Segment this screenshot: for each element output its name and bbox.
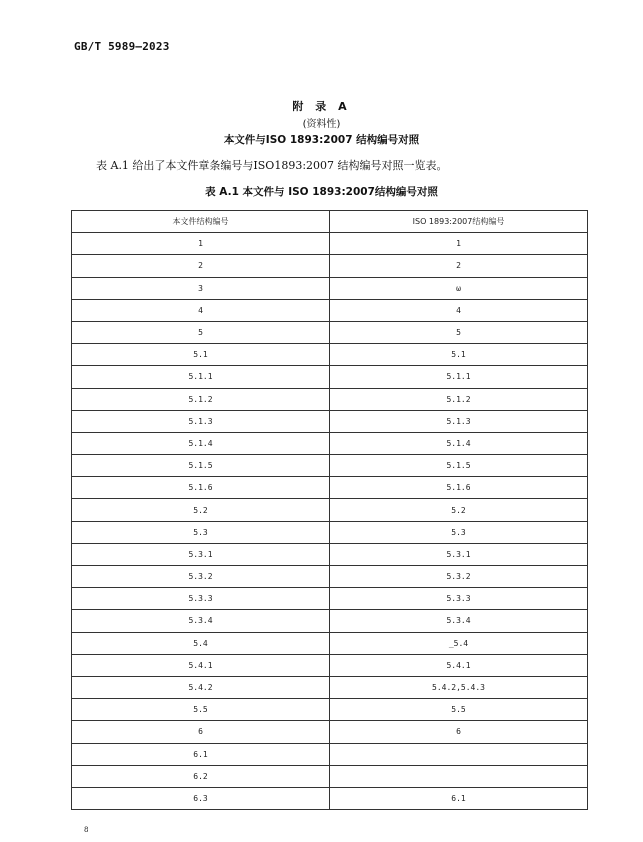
table-row [72, 321, 588, 343]
table-row [72, 699, 588, 721]
cell-this-document: 6 [72, 721, 330, 743]
table-row [72, 277, 588, 299]
cell-this-document: 5.3 [72, 521, 330, 543]
cell-iso-1893: 5.1.4 [330, 432, 588, 454]
cell-iso-1893: 4 [330, 299, 588, 321]
table-row [72, 566, 588, 588]
table-row [72, 543, 588, 565]
cell-this-document: 5.5 [72, 699, 330, 721]
cell-iso-1893: 2 [330, 255, 588, 277]
cell-this-document: 5.4.1 [72, 654, 330, 676]
cell-iso-1893: 5.1.1 [330, 366, 588, 388]
cell-iso-1893: 1 [330, 233, 588, 255]
cell-iso-1893: 5.3.4 [330, 610, 588, 632]
cell-this-document: 5.1 [72, 344, 330, 366]
annex-nature: (资料性) [302, 119, 341, 130]
cell-this-document: 5.1.1 [72, 366, 330, 388]
cell-this-document: 5.3.4 [72, 610, 330, 632]
table-body [72, 233, 588, 810]
cell-this-document: 5.4 [72, 632, 330, 654]
cell-iso-1893: _5.4 [330, 632, 588, 654]
table-row [72, 432, 588, 454]
cell-this-document: 5.3.3 [72, 588, 330, 610]
cell-this-document: 5.2 [72, 499, 330, 521]
table-row [72, 632, 588, 654]
cell-this-document: 5.1.3 [72, 410, 330, 432]
cell-this-document: 5.1.6 [72, 477, 330, 499]
table-header-row [72, 211, 588, 233]
intro-paragraph: 表 A.1 给出了本文件章条编号与ISO1893:2007 结构编号对照一览表。 [96, 159, 448, 172]
table-row [72, 787, 588, 809]
annex-heading: 本文件与ISO 1893:2007 结构编号对照 [223, 134, 420, 146]
cell-this-document: 5.1.5 [72, 455, 330, 477]
table-row [72, 743, 588, 765]
cell-this-document: 2 [72, 255, 330, 277]
cell-this-document: 6.1 [72, 743, 330, 765]
cell-iso-1893 [330, 765, 588, 787]
cell-iso-1893: 5 [330, 321, 588, 343]
table-row [72, 299, 588, 321]
table-row [72, 388, 588, 410]
cell-iso-1893: 5.3.2 [330, 566, 588, 588]
table-row [72, 499, 588, 521]
cell-this-document: 5.3.2 [72, 566, 330, 588]
cell-this-document: 5.1.2 [72, 388, 330, 410]
cell-iso-1893: 5.4.1 [330, 654, 588, 676]
cell-iso-1893: 5.4.2,5.4.3 [330, 676, 588, 698]
table-caption: 表 A.1 本文件与 ISO 1893:2007结构编号对照 [205, 186, 438, 198]
cell-iso-1893: 5.1.6 [330, 477, 588, 499]
cell-this-document: 4 [72, 299, 330, 321]
table-row [72, 721, 588, 743]
table-row [72, 610, 588, 632]
table-row [72, 366, 588, 388]
table-row [72, 477, 588, 499]
cell-iso-1893: 5.1.3 [330, 410, 588, 432]
cell-iso-1893: 5.1.5 [330, 455, 588, 477]
cell-iso-1893: 5.3.3 [330, 588, 588, 610]
header-this-document: 本文件结构编号 [72, 211, 330, 233]
cell-iso-1893: 6 [330, 721, 588, 743]
cell-this-document: 6.3 [72, 787, 330, 809]
cell-this-document: 5.1.4 [72, 432, 330, 454]
cell-this-document: 5.4.2 [72, 676, 330, 698]
table-row [72, 676, 588, 698]
table-row [72, 521, 588, 543]
cell-iso-1893: 5.3.1 [330, 543, 588, 565]
standard-number: GB/T 5989—2023 [74, 40, 170, 53]
cell-iso-1893: 5.1.2 [330, 388, 588, 410]
cell-iso-1893: 6.1 [330, 787, 588, 809]
cell-this-document: 3 [72, 277, 330, 299]
table-row [72, 410, 588, 432]
cell-this-document: 5.3.1 [72, 543, 330, 565]
cell-iso-1893: 5.5 [330, 699, 588, 721]
table-row [72, 344, 588, 366]
annex-title: 附 录 A [292, 100, 351, 113]
cell-iso-1893: 5.2 [330, 499, 588, 521]
page-number: 8 [84, 826, 89, 834]
header-iso-1893: ISO 1893:2007结构编号 [330, 211, 588, 233]
table-row [72, 233, 588, 255]
table-row [72, 255, 588, 277]
cell-iso-1893: 5.1 [330, 344, 588, 366]
cell-this-document: 5 [72, 321, 330, 343]
table-row [72, 765, 588, 787]
table-row [72, 654, 588, 676]
cell-this-document: 6.2 [72, 765, 330, 787]
cell-iso-1893: ω [330, 277, 588, 299]
structure-mapping-table [71, 210, 588, 810]
cell-iso-1893 [330, 743, 588, 765]
cell-this-document: 1 [72, 233, 330, 255]
cell-iso-1893: 5.3 [330, 521, 588, 543]
table-row [72, 588, 588, 610]
table-row [72, 455, 588, 477]
